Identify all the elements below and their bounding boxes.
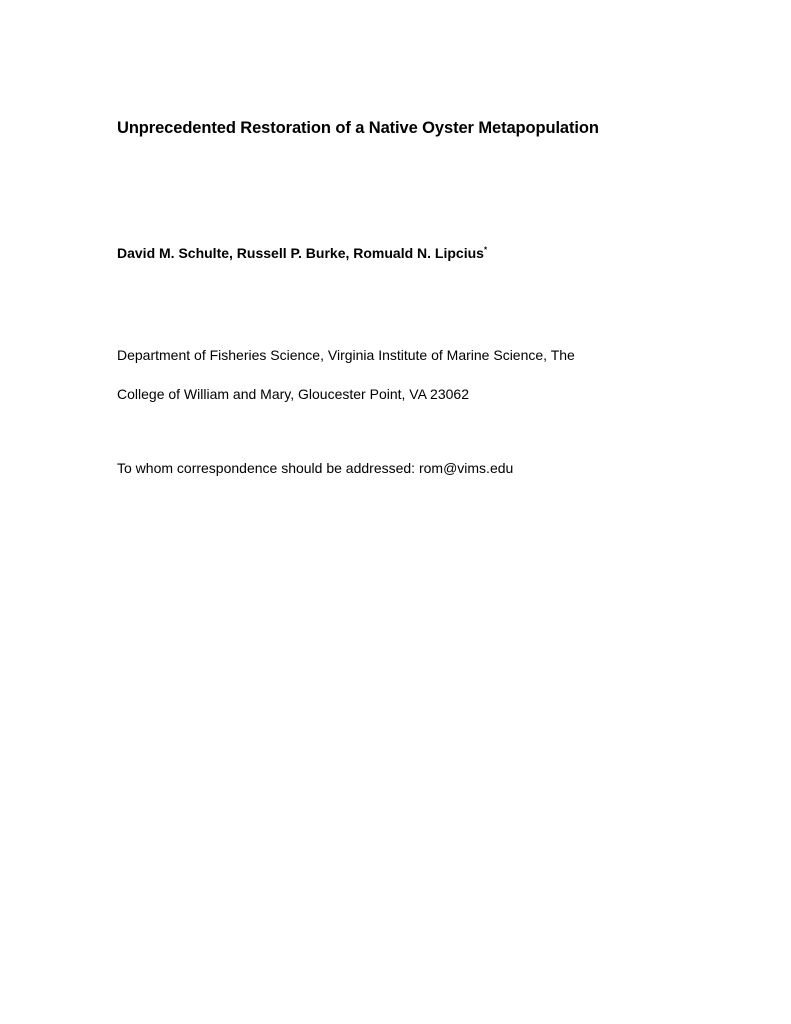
corresponding-author-mark: * — [483, 245, 488, 255]
author-names: David M. Schulte, Russell P. Burke, Romuald N. Lipcius — [117, 245, 484, 261]
affiliation-line-2: College of William and Mary, Gloucester Point, VA 23062 — [117, 386, 469, 402]
affiliation-line-1: Department of Fisheries Science, Virginia Institute of Marine Science, The — [117, 347, 575, 363]
paper-title: Unprecedented Restoration of a Native Oyster Metapopulation — [117, 119, 599, 137]
author-list — [117, 245, 487, 261]
correspondence-note: To whom correspondence should be addressed: rom@vims.edu — [117, 460, 514, 476]
